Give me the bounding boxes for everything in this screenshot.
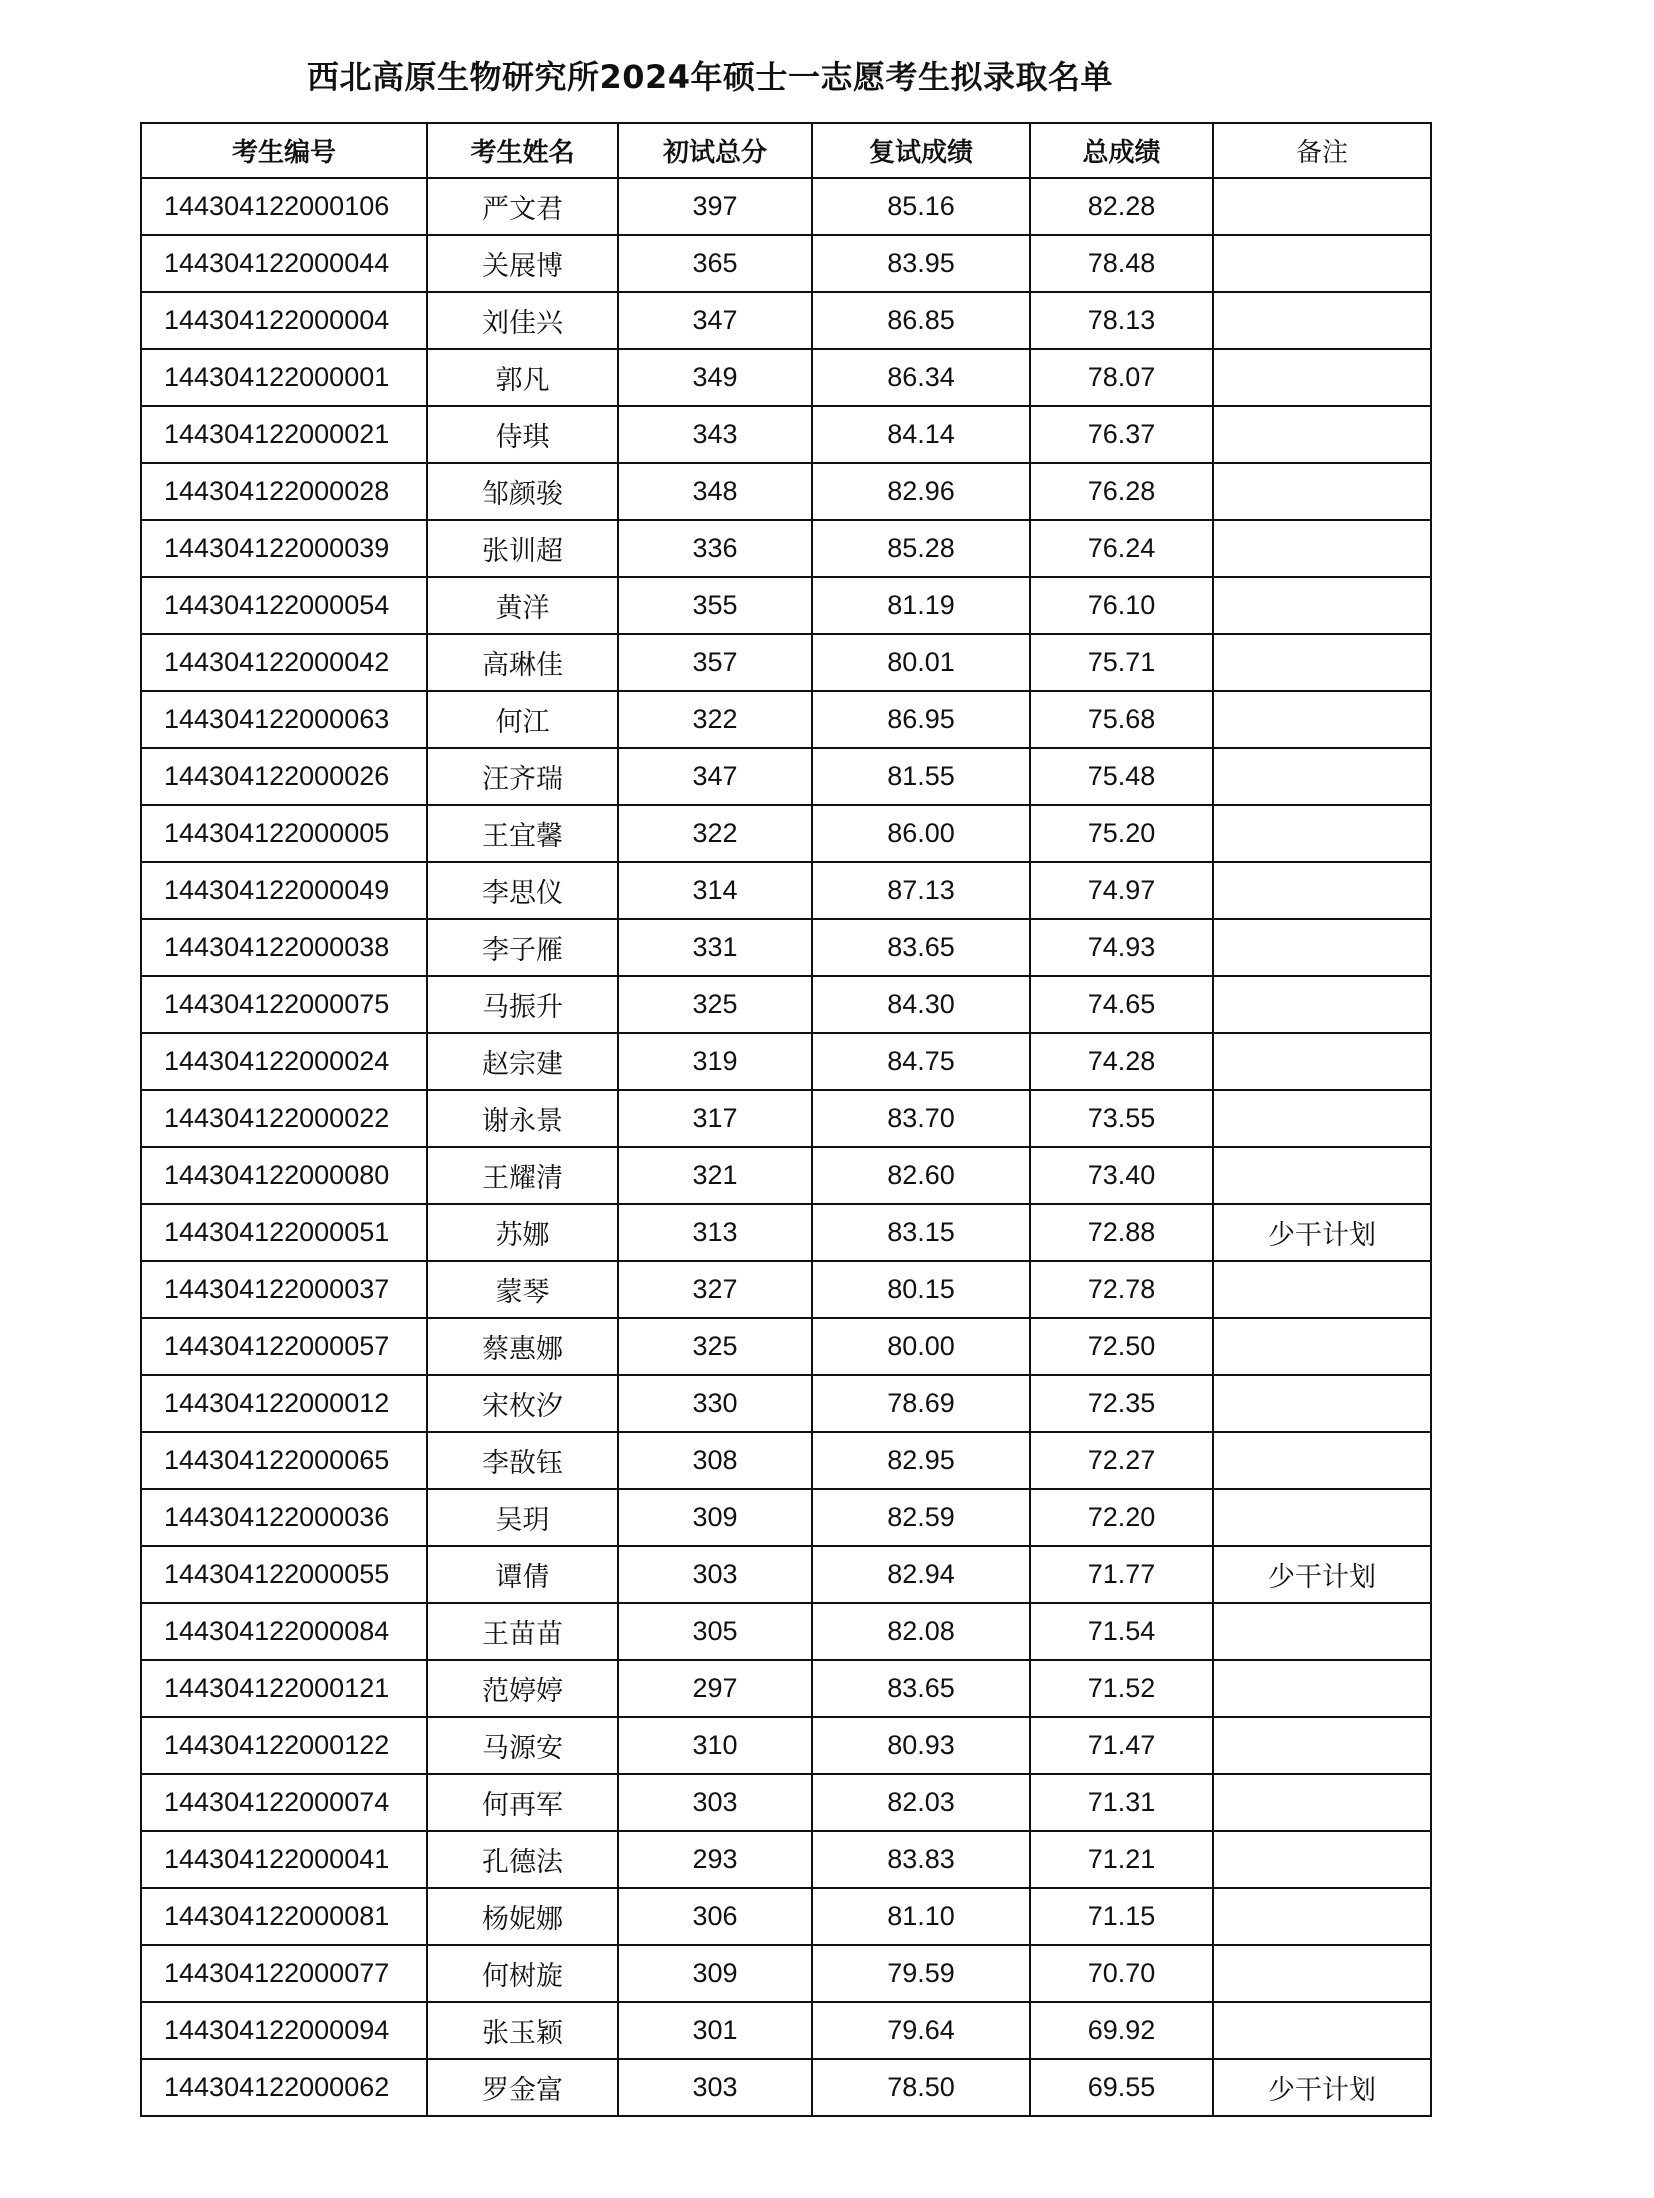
- cell-candidate-name: 关展博: [427, 235, 618, 292]
- cell-retest-score: 84.75: [812, 1033, 1030, 1090]
- cell-initial-score: 347: [618, 292, 812, 349]
- table-row: [141, 1831, 1431, 1888]
- table-row: [141, 1432, 1431, 1489]
- cell-initial-score: 317: [618, 1090, 812, 1147]
- cell-initial-score: 308: [618, 1432, 812, 1489]
- cell-candidate-name: 杨妮娜: [427, 1888, 618, 1945]
- cell-candidate-name: 黄洋: [427, 577, 618, 634]
- cell-remarks: 少干计划: [1213, 1546, 1431, 1603]
- cell-total-score: 75.48: [1030, 748, 1213, 805]
- cell-initial-score: 305: [618, 1603, 812, 1660]
- cell-initial-score: 330: [618, 1375, 812, 1432]
- cell-retest-score: 80.00: [812, 1318, 1030, 1375]
- cell-retest-score: 82.60: [812, 1147, 1030, 1204]
- cell-candidate-name: 侍琪: [427, 406, 618, 463]
- cell-candidate-name: 苏娜: [427, 1204, 618, 1261]
- cell-candidate-id: 144304122000028: [141, 463, 427, 520]
- cell-remarks: [1213, 919, 1431, 976]
- table-row: [141, 748, 1431, 805]
- cell-total-score: 72.35: [1030, 1375, 1213, 1432]
- table-row: [141, 691, 1431, 748]
- cell-total-score: 71.52: [1030, 1660, 1213, 1717]
- cell-retest-score: 83.15: [812, 1204, 1030, 1261]
- cell-remarks: [1213, 349, 1431, 406]
- table-row: [141, 1945, 1431, 2002]
- cell-candidate-id: 144304122000081: [141, 1888, 427, 1945]
- cell-initial-score: 306: [618, 1888, 812, 1945]
- cell-candidate-name: 赵宗建: [427, 1033, 618, 1090]
- cell-remarks: [1213, 691, 1431, 748]
- cell-total-score: 76.28: [1030, 463, 1213, 520]
- cell-initial-score: 331: [618, 919, 812, 976]
- cell-initial-score: 310: [618, 1717, 812, 1774]
- cell-initial-score: 357: [618, 634, 812, 691]
- cell-remarks: [1213, 406, 1431, 463]
- cell-total-score: 71.47: [1030, 1717, 1213, 1774]
- cell-remarks: [1213, 235, 1431, 292]
- cell-remarks: [1213, 976, 1431, 1033]
- table-row: [141, 1318, 1431, 1375]
- cell-retest-score: 82.59: [812, 1489, 1030, 1546]
- table-row: [141, 1603, 1431, 1660]
- cell-remarks: [1213, 1432, 1431, 1489]
- header-remarks: 备注: [1213, 123, 1431, 178]
- cell-total-score: 72.20: [1030, 1489, 1213, 1546]
- cell-candidate-id: 144304122000001: [141, 349, 427, 406]
- cell-remarks: [1213, 1831, 1431, 1888]
- cell-initial-score: 309: [618, 1489, 812, 1546]
- cell-retest-score: 86.34: [812, 349, 1030, 406]
- cell-candidate-id: 144304122000041: [141, 1831, 427, 1888]
- cell-retest-score: 81.55: [812, 748, 1030, 805]
- cell-initial-score: 319: [618, 1033, 812, 1090]
- cell-initial-score: 348: [618, 463, 812, 520]
- cell-candidate-name: 吴玥: [427, 1489, 618, 1546]
- cell-candidate-name: 严文君: [427, 178, 618, 235]
- cell-retest-score: 86.00: [812, 805, 1030, 862]
- cell-retest-score: 81.10: [812, 1888, 1030, 1945]
- cell-remarks: [1213, 1888, 1431, 1945]
- cell-remarks: [1213, 1147, 1431, 1204]
- cell-total-score: 75.20: [1030, 805, 1213, 862]
- cell-candidate-id: 144304122000074: [141, 1774, 427, 1831]
- cell-total-score: 72.27: [1030, 1432, 1213, 1489]
- admission-table: [140, 122, 1432, 2117]
- cell-initial-score: 347: [618, 748, 812, 805]
- cell-candidate-id: 144304122000036: [141, 1489, 427, 1546]
- cell-remarks: [1213, 178, 1431, 235]
- cell-initial-score: 314: [618, 862, 812, 919]
- cell-retest-score: 78.69: [812, 1375, 1030, 1432]
- cell-initial-score: 322: [618, 805, 812, 862]
- table-row: [141, 1489, 1431, 1546]
- cell-total-score: 75.68: [1030, 691, 1213, 748]
- cell-total-score: 78.13: [1030, 292, 1213, 349]
- header-retest-score: 复试成绩: [812, 123, 1030, 178]
- cell-total-score: 74.65: [1030, 976, 1213, 1033]
- cell-remarks: [1213, 1261, 1431, 1318]
- header-candidate-name: 考生姓名: [427, 123, 618, 178]
- cell-candidate-id: 144304122000062: [141, 2059, 427, 2116]
- cell-retest-score: 82.08: [812, 1603, 1030, 1660]
- table-row: [141, 406, 1431, 463]
- cell-retest-score: 85.28: [812, 520, 1030, 577]
- cell-initial-score: 309: [618, 1945, 812, 2002]
- cell-remarks: [1213, 634, 1431, 691]
- cell-retest-score: 87.13: [812, 862, 1030, 919]
- cell-retest-score: 81.19: [812, 577, 1030, 634]
- cell-remarks: 少干计划: [1213, 1204, 1431, 1261]
- table-row: [141, 634, 1431, 691]
- cell-candidate-id: 144304122000063: [141, 691, 427, 748]
- cell-retest-score: 80.93: [812, 1717, 1030, 1774]
- cell-initial-score: 325: [618, 1318, 812, 1375]
- cell-remarks: [1213, 292, 1431, 349]
- table-row: [141, 1717, 1431, 1774]
- cell-total-score: 76.37: [1030, 406, 1213, 463]
- cell-candidate-id: 144304122000012: [141, 1375, 427, 1432]
- cell-total-score: 76.10: [1030, 577, 1213, 634]
- cell-candidate-id: 144304122000037: [141, 1261, 427, 1318]
- table-row: [141, 862, 1431, 919]
- table-row: [141, 1888, 1431, 1945]
- table-body: [141, 178, 1431, 2116]
- cell-remarks: [1213, 577, 1431, 634]
- cell-candidate-name: 谢永景: [427, 1090, 618, 1147]
- cell-candidate-id: 144304122000122: [141, 1717, 427, 1774]
- cell-candidate-name: 张玉颖: [427, 2002, 618, 2059]
- cell-remarks: [1213, 1033, 1431, 1090]
- cell-retest-score: 83.95: [812, 235, 1030, 292]
- cell-candidate-id: 144304122000084: [141, 1603, 427, 1660]
- page-title: 西北高原生物研究所2024年硕士一志愿考生拟录取名单: [306, 58, 1114, 96]
- cell-candidate-name: 邹颜骏: [427, 463, 618, 520]
- cell-total-score: 74.93: [1030, 919, 1213, 976]
- cell-remarks: [1213, 862, 1431, 919]
- cell-candidate-name: 刘佳兴: [427, 292, 618, 349]
- cell-candidate-id: 144304122000038: [141, 919, 427, 976]
- cell-initial-score: 336: [618, 520, 812, 577]
- cell-retest-score: 84.14: [812, 406, 1030, 463]
- cell-candidate-id: 144304122000065: [141, 1432, 427, 1489]
- table-row: [141, 1660, 1431, 1717]
- cell-total-score: 70.70: [1030, 1945, 1213, 2002]
- cell-initial-score: 303: [618, 1546, 812, 1603]
- table-row: [141, 976, 1431, 1033]
- cell-initial-score: 321: [618, 1147, 812, 1204]
- cell-candidate-id: 144304122000004: [141, 292, 427, 349]
- cell-candidate-id: 144304122000051: [141, 1204, 427, 1261]
- cell-candidate-name: 高琳佳: [427, 634, 618, 691]
- cell-candidate-name: 宋枚汐: [427, 1375, 618, 1432]
- cell-candidate-name: 李思仪: [427, 862, 618, 919]
- cell-candidate-id: 144304122000075: [141, 976, 427, 1033]
- cell-total-score: 72.78: [1030, 1261, 1213, 1318]
- cell-candidate-name: 郭凡: [427, 349, 618, 406]
- cell-candidate-id: 144304122000039: [141, 520, 427, 577]
- cell-candidate-id: 144304122000055: [141, 1546, 427, 1603]
- cell-total-score: 71.77: [1030, 1546, 1213, 1603]
- cell-retest-score: 80.15: [812, 1261, 1030, 1318]
- cell-initial-score: 365: [618, 235, 812, 292]
- table-row: [141, 1090, 1431, 1147]
- cell-candidate-name: 王耀清: [427, 1147, 618, 1204]
- table-row: [141, 235, 1431, 292]
- cell-total-score: 78.48: [1030, 235, 1213, 292]
- cell-remarks: [1213, 520, 1431, 577]
- cell-candidate-name: 罗金富: [427, 2059, 618, 2116]
- cell-candidate-name: 谭倩: [427, 1546, 618, 1603]
- table-row: [141, 577, 1431, 634]
- cell-total-score: 74.28: [1030, 1033, 1213, 1090]
- cell-initial-score: 303: [618, 1774, 812, 1831]
- cell-remarks: [1213, 1945, 1431, 2002]
- cell-retest-score: 83.65: [812, 919, 1030, 976]
- cell-initial-score: 297: [618, 1660, 812, 1717]
- cell-retest-score: 79.59: [812, 1945, 1030, 2002]
- cell-retest-score: 83.70: [812, 1090, 1030, 1147]
- header-total-score: 总成绩: [1030, 123, 1213, 178]
- cell-candidate-name: 何树旋: [427, 1945, 618, 2002]
- cell-candidate-id: 144304122000077: [141, 1945, 427, 2002]
- cell-total-score: 71.54: [1030, 1603, 1213, 1660]
- cell-total-score: 71.15: [1030, 1888, 1213, 1945]
- table-row: [141, 1147, 1431, 1204]
- cell-total-score: 71.21: [1030, 1831, 1213, 1888]
- cell-remarks: [1213, 748, 1431, 805]
- cell-candidate-id: 144304122000026: [141, 748, 427, 805]
- cell-initial-score: 322: [618, 691, 812, 748]
- cell-remarks: [1213, 1717, 1431, 1774]
- cell-remarks: [1213, 1090, 1431, 1147]
- cell-remarks: [1213, 1375, 1431, 1432]
- cell-remarks: [1213, 1603, 1431, 1660]
- cell-candidate-id: 144304122000022: [141, 1090, 427, 1147]
- cell-remarks: [1213, 1489, 1431, 1546]
- cell-initial-score: 293: [618, 1831, 812, 1888]
- cell-remarks: [1213, 463, 1431, 520]
- cell-candidate-id: 144304122000005: [141, 805, 427, 862]
- cell-total-score: 78.07: [1030, 349, 1213, 406]
- cell-retest-score: 78.50: [812, 2059, 1030, 2116]
- cell-initial-score: 397: [618, 178, 812, 235]
- cell-initial-score: 327: [618, 1261, 812, 1318]
- cell-retest-score: 86.85: [812, 292, 1030, 349]
- cell-initial-score: 301: [618, 2002, 812, 2059]
- cell-remarks: [1213, 1318, 1431, 1375]
- cell-retest-score: 82.95: [812, 1432, 1030, 1489]
- cell-candidate-name: 范婷婷: [427, 1660, 618, 1717]
- cell-total-score: 76.24: [1030, 520, 1213, 577]
- cell-total-score: 73.40: [1030, 1147, 1213, 1204]
- cell-candidate-name: 张训超: [427, 520, 618, 577]
- cell-candidate-id: 144304122000121: [141, 1660, 427, 1717]
- table-row: [141, 1261, 1431, 1318]
- cell-retest-score: 79.64: [812, 2002, 1030, 2059]
- cell-initial-score: 349: [618, 349, 812, 406]
- cell-retest-score: 82.03: [812, 1774, 1030, 1831]
- cell-remarks: [1213, 1774, 1431, 1831]
- cell-retest-score: 82.96: [812, 463, 1030, 520]
- cell-retest-score: 85.16: [812, 178, 1030, 235]
- cell-retest-score: 86.95: [812, 691, 1030, 748]
- cell-candidate-id: 144304122000021: [141, 406, 427, 463]
- cell-initial-score: 325: [618, 976, 812, 1033]
- cell-candidate-name: 何江: [427, 691, 618, 748]
- cell-total-score: 74.97: [1030, 862, 1213, 919]
- cell-retest-score: 82.94: [812, 1546, 1030, 1603]
- cell-remarks: [1213, 805, 1431, 862]
- cell-candidate-name: 马振升: [427, 976, 618, 1033]
- table-row: [141, 1375, 1431, 1432]
- table-row: [141, 1546, 1431, 1603]
- cell-candidate-name: 何再军: [427, 1774, 618, 1831]
- cell-candidate-id: 144304122000049: [141, 862, 427, 919]
- cell-candidate-name: 马源安: [427, 1717, 618, 1774]
- cell-candidate-name: 蔡惠娜: [427, 1318, 618, 1375]
- table-row: [141, 805, 1431, 862]
- cell-total-score: 72.88: [1030, 1204, 1213, 1261]
- cell-initial-score: 313: [618, 1204, 812, 1261]
- table-row: [141, 2059, 1431, 2116]
- cell-initial-score: 343: [618, 406, 812, 463]
- header-candidate-id: 考生编号: [141, 123, 427, 178]
- table-row: [141, 292, 1431, 349]
- cell-candidate-name: 李子雁: [427, 919, 618, 976]
- cell-retest-score: 84.30: [812, 976, 1030, 1033]
- table-row: [141, 919, 1431, 976]
- table-row: [141, 178, 1431, 235]
- cell-remarks: [1213, 1660, 1431, 1717]
- cell-retest-score: 83.65: [812, 1660, 1030, 1717]
- table-row: [141, 463, 1431, 520]
- cell-remarks: 少干计划: [1213, 2059, 1431, 2116]
- table-row: [141, 1774, 1431, 1831]
- cell-candidate-name: 蒙琴: [427, 1261, 618, 1318]
- cell-candidate-id: 144304122000080: [141, 1147, 427, 1204]
- table-row: [141, 1033, 1431, 1090]
- cell-candidate-name: 李敔钰: [427, 1432, 618, 1489]
- cell-total-score: 73.55: [1030, 1090, 1213, 1147]
- cell-candidate-id: 144304122000024: [141, 1033, 427, 1090]
- table-row: [141, 1204, 1431, 1261]
- cell-remarks: [1213, 2002, 1431, 2059]
- cell-total-score: 71.31: [1030, 1774, 1213, 1831]
- cell-total-score: 69.92: [1030, 2002, 1213, 2059]
- cell-candidate-name: 汪齐瑞: [427, 748, 618, 805]
- cell-total-score: 72.50: [1030, 1318, 1213, 1375]
- cell-candidate-name: 王宜馨: [427, 805, 618, 862]
- cell-candidate-name: 王苗苗: [427, 1603, 618, 1660]
- cell-candidate-id: 144304122000106: [141, 178, 427, 235]
- table-row: [141, 349, 1431, 406]
- cell-total-score: 82.28: [1030, 178, 1213, 235]
- table-header-row: [141, 123, 1431, 178]
- cell-retest-score: 80.01: [812, 634, 1030, 691]
- cell-initial-score: 303: [618, 2059, 812, 2116]
- cell-candidate-id: 144304122000042: [141, 634, 427, 691]
- cell-candidate-id: 144304122000044: [141, 235, 427, 292]
- cell-candidate-id: 144304122000054: [141, 577, 427, 634]
- table-row: [141, 520, 1431, 577]
- cell-initial-score: 355: [618, 577, 812, 634]
- cell-total-score: 69.55: [1030, 2059, 1213, 2116]
- header-initial-score: 初试总分: [618, 123, 812, 178]
- cell-total-score: 75.71: [1030, 634, 1213, 691]
- cell-candidate-id: 144304122000057: [141, 1318, 427, 1375]
- cell-candidate-name: 孔德法: [427, 1831, 618, 1888]
- table-row: [141, 2002, 1431, 2059]
- cell-retest-score: 83.83: [812, 1831, 1030, 1888]
- cell-candidate-id: 144304122000094: [141, 2002, 427, 2059]
